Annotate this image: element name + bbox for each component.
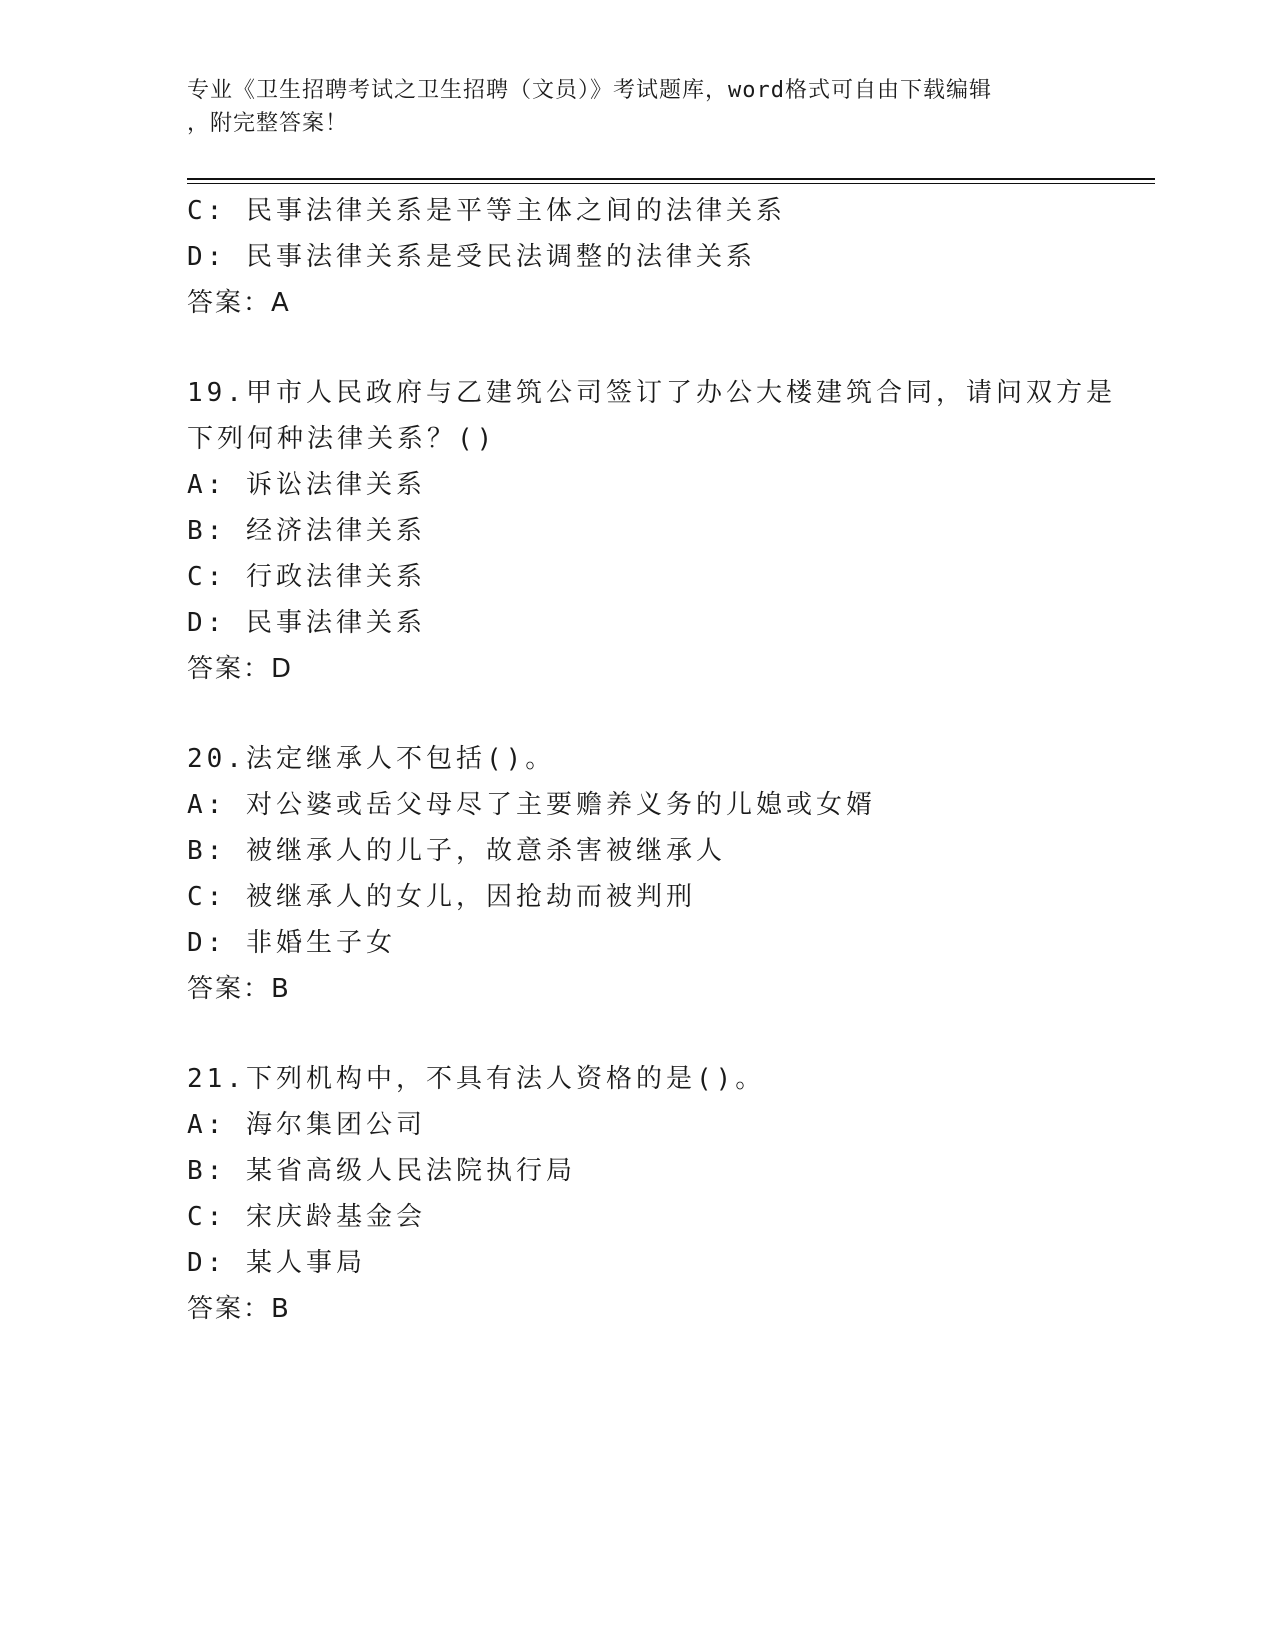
question-stem: 19.甲市人民政府与乙建筑公司签订了办公大楼建筑合同，请问双方是 — [187, 378, 1116, 408]
answer-label: 答案：B — [187, 1294, 291, 1324]
option-c: C: 行政法律关系 — [187, 562, 426, 592]
document-header — [187, 74, 1087, 140]
header-divider-thick — [187, 178, 1155, 180]
option-d: D: 民事法律关系是受民法调整的法律关系 — [187, 242, 756, 272]
option-c: C: 宋庆龄基金会 — [187, 1202, 426, 1232]
question-stem-continued: 下列何种法律关系？() — [187, 424, 497, 454]
question-stem: 20.法定继承人不包括()。 — [187, 744, 556, 774]
option-c: C: 民事法律关系是平等主体之间的法律关系 — [187, 196, 786, 226]
option-a: A: 诉讼法律关系 — [187, 470, 426, 500]
question-stem: 21.下列机构中，不具有法人资格的是()。 — [187, 1064, 766, 1094]
header-divider-thin — [187, 183, 1155, 184]
question-block-19 — [187, 370, 1147, 692]
option-b: B: 某省高级人民法院执行局 — [187, 1156, 576, 1186]
option-c: C: 被继承人的女儿，因抢劫而被判刑 — [187, 882, 696, 912]
answer-label: 答案：B — [187, 974, 291, 1004]
option-d: D: 某人事局 — [187, 1248, 366, 1278]
question-list — [187, 188, 1147, 1332]
option-b: B: 经济法律关系 — [187, 516, 426, 546]
question-block-20 — [187, 736, 1147, 1012]
answer-label: 答案：D — [187, 654, 294, 684]
option-d: D: 非婚生子女 — [187, 928, 396, 958]
header-line-2: ，附完整答案！ — [187, 111, 349, 136]
option-b: B: 被继承人的儿子，故意杀害被继承人 — [187, 836, 726, 866]
answer-label: 答案：A — [187, 288, 291, 318]
option-d: D: 民事法律关系 — [187, 608, 426, 638]
spacer — [187, 1012, 1147, 1056]
option-a: A: 对公婆或岳父母尽了主要赡养义务的儿媳或女婿 — [187, 790, 876, 820]
question-block-21 — [187, 1056, 1147, 1332]
spacer — [187, 326, 1147, 370]
header-line-1: 专业《卫生招聘考试之卫生招聘（文员）》考试题库，word格式可自由下载编辑 — [187, 78, 992, 103]
spacer — [187, 692, 1147, 736]
question-block-18-continued — [187, 188, 1147, 326]
option-a: A: 海尔集团公司 — [187, 1110, 426, 1140]
